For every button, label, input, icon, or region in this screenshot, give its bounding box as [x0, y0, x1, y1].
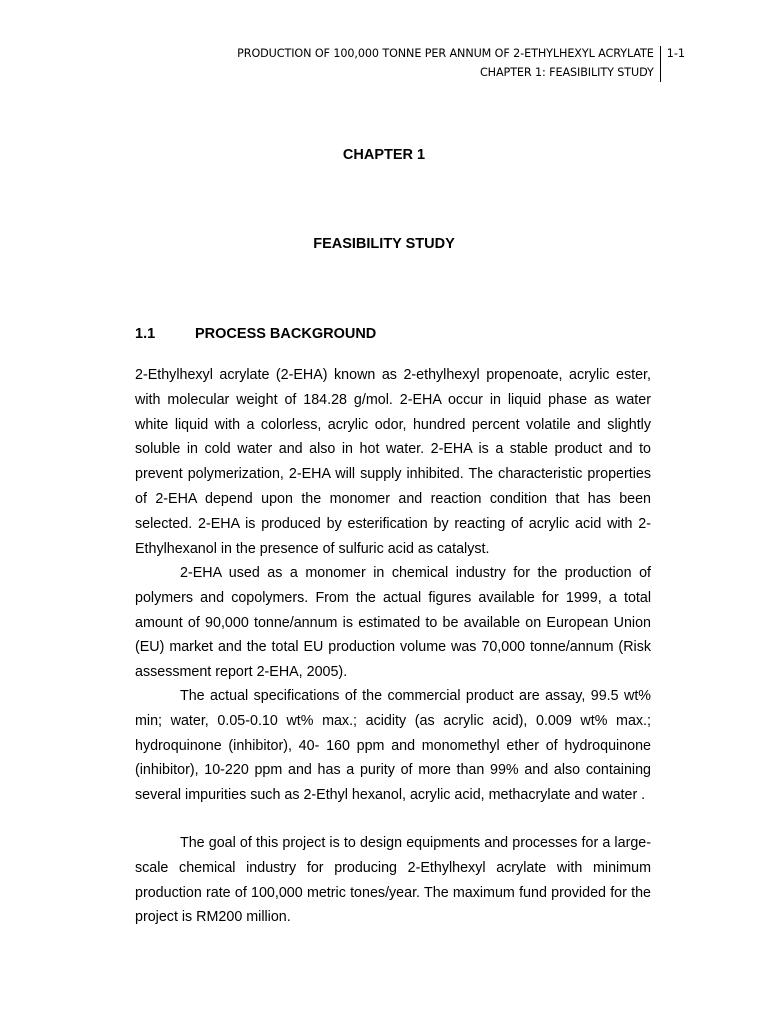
- body-paragraph-1: 2-Ethylhexyl acrylate (2-EHA) known as 2-ethylhexyl propenoate, acrylic ester, with molecular weight of 184.28 g/mol. 2-EHA occur in liquid phase as water white liquid with a colorless, acrylic odor, hundred percent volatile and slightly soluble in cold water and also in hot water. 2-EHA is a stable product and to prevent polymerization, 2-EHA will supply inhibited. The characteristic properties of 2-EHA depend upon the monomer and reaction condition that has been selected. 2-EHA is produced by esterification by reacting of acrylic acid with 2-Ethylhexanol in the presence of sulfuric acid as catalyst.: [135, 367, 651, 557]
- body-paragraph-4: The goal of this project is to design equipments and processes for a large-scale chemical industry for producing 2-Ethylhexyl acrylate with minimum production rate of 100,000 metric tones/year. The maximum fund provided for the project is RM200 million.: [135, 835, 651, 926]
- section-heading: [135, 326, 376, 342]
- chapter-title: FEASIBILITY STUDY: [313, 236, 455, 252]
- header-chapter-title: CHAPTER 1: FEASIBILITY STUDY: [479, 66, 654, 79]
- running-header: [237, 44, 685, 82]
- body-paragraph-2: 2-EHA used as a monomer in chemical industry for the production of polymers and copolymers. From the actual figures available for 1999, a total amount of 90,000 tonne/annum is estimated to be available on European Union (EU) market and the total EU production volume was 70,000 tonne/annum (Risk assessment report 2-EHA, 2005).: [135, 565, 651, 681]
- section-title: PROCESS BACKGROUND: [195, 326, 377, 342]
- header-page-number: 1-1: [666, 47, 685, 60]
- section-number: 1.1: [135, 326, 156, 342]
- body-paragraph-3: The actual specifications of the commercial product are assay, 99.5 wt% min; water, 0.05-0.10 wt% max.; acidity (as acrylic acid), 0.009 wt% max.; hydroquinone (inhibitor), 40- 160 ppm and monomethyl ether of hydroquinone (inhibitor), 10-220 ppm and has a purity of more than 99% and also containing several impurities such as 2-Ethyl hexanol, acrylic acid, methacrylate and water .: [135, 688, 651, 804]
- header-document-title: PRODUCTION OF 100,000 TONNE PER ANNUM OF 2-ETHYLHEXYL ACRYLATE: [237, 47, 654, 60]
- chapter-number: CHAPTER 1: [342, 147, 426, 163]
- header-text: [237, 44, 660, 82]
